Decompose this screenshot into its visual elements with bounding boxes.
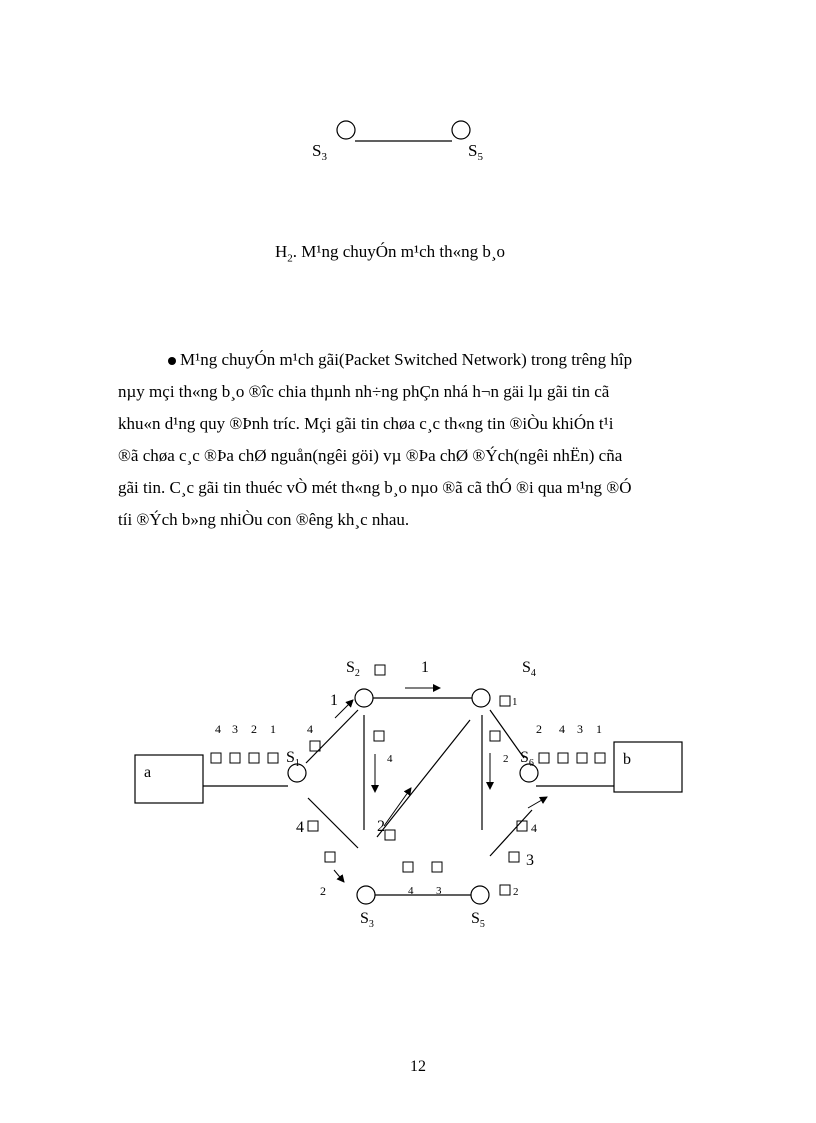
- node-s2: [355, 689, 373, 707]
- packet: [375, 665, 385, 675]
- link-s5-s6: [490, 810, 532, 856]
- page-number: 12: [410, 1058, 426, 1075]
- link-s1-s3: [308, 798, 358, 848]
- queue-b-num: 4: [559, 722, 565, 736]
- packet: [230, 753, 240, 763]
- link-s1-s2: [306, 710, 358, 763]
- packet: [558, 753, 568, 763]
- queue-a-num: 2: [251, 722, 257, 736]
- para-line-1: M¹ng chuyÓn m¹ch gãi(Packet Switched Network) trong trêng hîp: [118, 344, 698, 376]
- label-s6: $S_6$: [520, 749, 534, 769]
- label-s5: $S_5$: [471, 910, 485, 930]
- packet: [308, 821, 318, 831]
- queue-b-num: 1: [596, 722, 602, 736]
- label-s3: $S_3$: [360, 910, 374, 930]
- packet-num: 2: [513, 886, 519, 898]
- label-s4: $S_4$: [522, 659, 536, 679]
- packet-num: 2: [377, 818, 385, 835]
- link-s4-s6: [490, 710, 524, 758]
- packet: [432, 862, 442, 872]
- queue-a-num: 3: [232, 722, 238, 736]
- link-s4-s3: [377, 720, 470, 837]
- queue-b-num: 2: [536, 722, 542, 736]
- arrow-to-s6: [528, 797, 547, 808]
- queue-b-num: 3: [577, 722, 583, 736]
- queue-a-num: 4: [215, 722, 221, 736]
- packet: [374, 731, 384, 741]
- label-s3: $S_3$: [312, 141, 327, 163]
- node-s5-circle: [452, 121, 470, 139]
- packet-num: 4: [387, 753, 393, 765]
- bullet-icon: [168, 357, 176, 365]
- packet-num: 4: [296, 819, 304, 836]
- packet-num: 1: [421, 659, 429, 676]
- packet: [268, 753, 278, 763]
- host-b-label: b: [623, 751, 631, 768]
- packet-squares: [211, 665, 605, 895]
- packet-network-diagram: [120, 640, 700, 940]
- packet-num: 4: [307, 722, 313, 736]
- packet: [517, 821, 527, 831]
- label-s5: $S_5$: [468, 141, 483, 163]
- packet: [509, 852, 519, 862]
- para-line-2: nµy mçi th«ng b¸o ®îc chia thµnh nh÷ng phÇn nhá h¬n gäi lµ gãi tin cã: [118, 382, 610, 401]
- para-line-6: tíi ®Ých b»ng nhiÒu con ®êng kh¸c nhau.: [118, 510, 410, 529]
- arrow-s1-s3: [334, 870, 344, 882]
- packet: [500, 696, 510, 706]
- packet-num: 3: [526, 852, 534, 869]
- packet-num: 2: [503, 753, 509, 765]
- figure-caption: $H_2$. M¹ng chuyÓn m¹ch th«ng b¸o: [274, 242, 506, 265]
- packet: [490, 731, 500, 741]
- packet: [211, 753, 221, 763]
- node-s4: [472, 689, 490, 707]
- packet-num: 3: [436, 885, 442, 897]
- packet-num: 1: [330, 692, 338, 709]
- para-line-3: khu«n d¹ng quy ®Þnh tríc. Mçi gãi tin chøa c¸c th«ng tin ®iÒu khiÓn t¹i: [118, 414, 614, 433]
- queue-a-num: 1: [270, 722, 276, 736]
- top-figure-s3-s5: [300, 110, 500, 170]
- label-s2: $S_2$: [346, 659, 360, 679]
- packet: [403, 862, 413, 872]
- para-line-5: gãi tin. C¸c gãi tin thuéc vÒ mét th«ng b¸o nµo ®ã cã thÓ ®i qua m¹ng ®Ó: [118, 478, 632, 497]
- packet: [385, 830, 395, 840]
- packet: [325, 852, 335, 862]
- packet: [577, 753, 587, 763]
- body-paragraph: [118, 344, 698, 536]
- packet-num: 2: [320, 884, 326, 898]
- packet: [500, 885, 510, 895]
- packet-num: 1: [512, 696, 518, 708]
- packet-num: 4: [408, 885, 414, 897]
- node-s3-circle: [337, 121, 355, 139]
- node-s5: [471, 886, 489, 904]
- packet: [249, 753, 259, 763]
- packet-num: 4: [531, 821, 537, 835]
- para-line-4: ®ã chøa c¸c ®Þa chØ nguån(ngêi göi) vµ ®Þa chØ ®Ých(ngêi nhËn) cña: [118, 446, 623, 465]
- host-a-label: a: [144, 764, 152, 781]
- node-s3: [357, 886, 375, 904]
- packet: [539, 753, 549, 763]
- label-s1: $S_1$: [286, 749, 300, 769]
- arrow-up-s3-s4: [384, 788, 411, 826]
- packet: [595, 753, 605, 763]
